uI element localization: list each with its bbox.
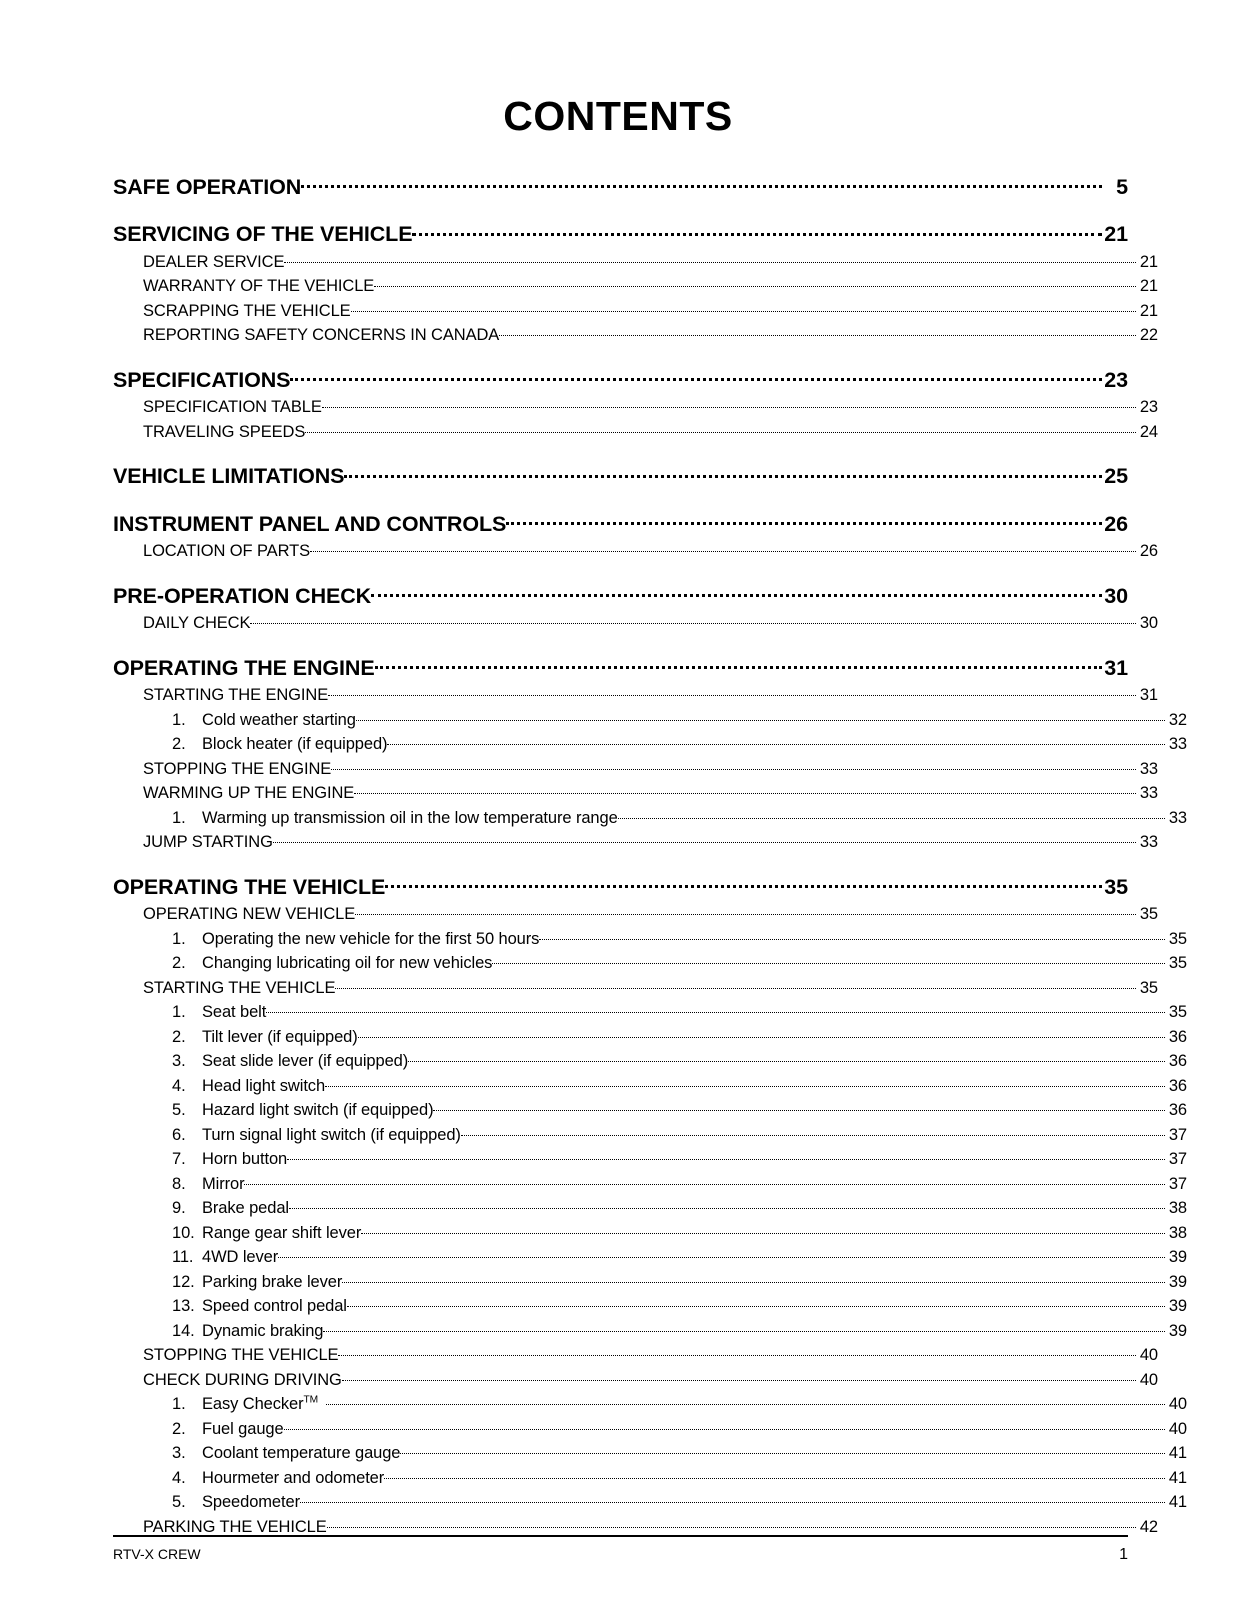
toc-entry-label: Tilt lever (if equipped): [202, 1027, 358, 1046]
dot-leader: [384, 1466, 1165, 1483]
toc-entry-level-2[interactable]: [113, 1172, 1187, 1194]
dot-leader: [374, 275, 1136, 292]
page-footer: [113, 1535, 1128, 1564]
toc-entry-label: SPECIFICATION TABLE: [143, 398, 322, 416]
toc-entry-level-2[interactable]: [113, 1148, 1187, 1170]
toc-entry-number: 1.: [172, 929, 186, 948]
dot-leader: [323, 1319, 1165, 1336]
toc-entry-level-2[interactable]: [113, 1074, 1187, 1096]
toc-entry-level-0[interactable]: [113, 509, 1128, 537]
toc-entry-label: WARRANTY OF THE VEHICLE: [143, 277, 375, 295]
toc-entry-number: 1.: [172, 808, 186, 827]
toc-entry-page-number: 42: [1139, 1517, 1158, 1536]
dot-leader: [355, 903, 1136, 920]
toc-entry-level-1[interactable]: [113, 299, 1158, 321]
dot-leader: [300, 1491, 1165, 1508]
toc-entry-label-text: Easy Checker: [202, 1395, 304, 1413]
dot-leader: [400, 1442, 1165, 1459]
toc-entry-page-number: 21: [1139, 252, 1158, 271]
toc-entry-label: OPERATING THE VEHICLE: [113, 874, 386, 899]
dot-leader: [290, 365, 1102, 387]
toc-entry-level-2[interactable]: [113, 1417, 1187, 1439]
toc-entry-label: Turn signal light switch (if equipped): [202, 1125, 461, 1144]
toc-entry-level-0[interactable]: [113, 172, 1128, 200]
dot-leader: [301, 172, 1102, 194]
toc-entry-label: Mirror: [202, 1174, 245, 1193]
dot-leader: [338, 1344, 1136, 1361]
toc-entry-level-1[interactable]: [113, 275, 1158, 297]
toc-entry-page-number: 39: [1168, 1321, 1187, 1340]
footer-divider: [113, 1535, 1128, 1537]
dot-leader: [244, 1172, 1165, 1189]
dot-leader: [284, 250, 1136, 267]
toc-entry-number: 8.: [172, 1174, 186, 1193]
toc-entry-page-number: 33: [1139, 759, 1158, 778]
toc-entry-level-2[interactable]: [113, 733, 1187, 755]
dot-leader: [342, 1270, 1165, 1287]
dot-leader: [284, 1417, 1165, 1434]
footer-model-label: RTV-X CREW: [113, 1546, 201, 1562]
toc-entry-page-number: 40: [1139, 1346, 1158, 1364]
dot-leader: [305, 420, 1136, 437]
toc-entry-page-number: 22: [1139, 326, 1158, 344]
dot-leader: [433, 1099, 1165, 1116]
toc-entry-label: OPERATING THE ENGINE: [113, 655, 375, 680]
toc-entry-level-1[interactable]: [113, 396, 1158, 418]
toc-entry-number: 3.: [172, 1052, 186, 1070]
toc-entry-label: SERVICING OF THE VEHICLE: [113, 222, 413, 246]
toc-entry-level-1[interactable]: [113, 324, 1158, 346]
toc-entry-page-number: 37: [1168, 1150, 1187, 1168]
toc-entry-label: Brake pedal: [202, 1199, 289, 1217]
toc-entry-level-0[interactable]: [113, 653, 1128, 681]
toc-entry-level-2[interactable]: [113, 1025, 1187, 1047]
toc-entry-page-number: 23: [1139, 398, 1158, 416]
toc-entry-page-number: 41: [1168, 1468, 1187, 1487]
dot-leader: [408, 1050, 1165, 1067]
toc-entry-level-1[interactable]: [113, 684, 1158, 706]
toc-entry-page-number: 36: [1168, 1101, 1187, 1119]
dot-leader: [328, 684, 1136, 701]
toc-entry-page-number: 25: [1104, 464, 1128, 488]
toc-entry-page-number: 26: [1104, 511, 1128, 536]
toc-entry-label: VEHICLE LIMITATIONS: [113, 464, 345, 488]
toc-entry-label: Operating the new vehicle for the first 50 hours: [202, 929, 540, 948]
dot-leader: [539, 927, 1165, 944]
toc-entry-label: STOPPING THE VEHICLE: [143, 1346, 339, 1364]
toc-entry-label: Range gear shift lever: [202, 1223, 362, 1242]
toc-entry-level-2[interactable]: [113, 1050, 1187, 1072]
dot-leader: [344, 462, 1102, 484]
dot-leader: [351, 299, 1136, 316]
toc-entry-label: Coolant temperature gauge: [202, 1444, 401, 1462]
toc-entry-level-2[interactable]: [113, 927, 1187, 949]
toc-entry-number: 3.: [172, 1444, 186, 1462]
toc-entry-level-2[interactable]: [113, 952, 1187, 974]
toc-entry-number: 10.: [172, 1223, 195, 1242]
toc-entry-level-2[interactable]: [113, 708, 1187, 730]
toc-entry-page-number: 23: [1104, 367, 1128, 392]
toc-entry-page-number: 39: [1168, 1272, 1187, 1291]
toc-entry-label: STOPPING THE ENGINE: [143, 759, 332, 778]
dot-leader: [354, 782, 1136, 799]
toc-entry-level-1[interactable]: [113, 976, 1158, 998]
toc-entry-label: LOCATION OF PARTS: [143, 542, 310, 560]
dot-leader: [375, 653, 1102, 675]
toc-entry-page-number: 40: [1168, 1419, 1187, 1438]
table-of-contents: [113, 172, 1187, 1537]
toc-entry-page-number: 21: [1139, 277, 1158, 295]
toc-entry-level-1[interactable]: [113, 757, 1158, 779]
toc-entry-label: DEALER SERVICE: [143, 252, 285, 271]
toc-entry-label: SPECIFICATIONS: [113, 367, 291, 392]
toc-entry-level-1[interactable]: [113, 612, 1158, 634]
toc-entry-page-number: 35: [1104, 874, 1128, 899]
dot-leader: [506, 509, 1102, 531]
toc-entry-label: Parking brake lever: [202, 1272, 343, 1291]
toc-entry-level-2[interactable]: [113, 1001, 1187, 1023]
toc-entry-page-number: 33: [1168, 735, 1187, 753]
toc-entry-page-number: 35: [1168, 1003, 1187, 1021]
toc-entry-level-1[interactable]: [113, 250, 1158, 272]
toc-entry-level-0[interactable]: [113, 872, 1128, 900]
toc-entry-page-number: 36: [1168, 1076, 1187, 1095]
dot-leader: [499, 324, 1136, 341]
toc-entry-page-number: 41: [1168, 1444, 1187, 1462]
toc-entry-level-1[interactable]: [113, 1368, 1158, 1390]
dot-leader: [387, 733, 1165, 750]
dot-leader: [287, 1148, 1165, 1165]
dot-leader: [327, 1515, 1136, 1532]
toc-entry-page-number: 30: [1104, 583, 1128, 608]
toc-entry-label: Horn button: [202, 1150, 288, 1168]
dot-leader: [331, 757, 1136, 774]
toc-entry-page-number: 37: [1168, 1125, 1187, 1144]
toc-entry-level-0[interactable]: [113, 581, 1128, 609]
toc-entry-page-number: 33: [1139, 784, 1158, 802]
toc-entry-label: OPERATING NEW VEHICLE: [143, 905, 356, 923]
toc-entry-number: 2.: [172, 1027, 186, 1046]
toc-entry-label: Seat slide lever (if equipped): [202, 1052, 409, 1070]
toc-entry-number: 5.: [172, 1493, 186, 1511]
dot-leader: [289, 1197, 1165, 1214]
toc-entry-number: 2.: [172, 735, 186, 753]
toc-entry-page-number: 36: [1168, 1052, 1187, 1070]
toc-entry-label: WARMING UP THE ENGINE: [143, 784, 355, 802]
page-title: CONTENTS: [503, 93, 733, 139]
toc-entry-page-number: 21: [1104, 222, 1128, 246]
dot-leader: [371, 581, 1102, 603]
toc-entry-number: 6.: [172, 1125, 186, 1144]
toc-entry-level-1[interactable]: [113, 1344, 1158, 1366]
toc-entry-label: Hazard light switch (if equipped): [202, 1101, 434, 1119]
trademark-superscript: TM: [303, 1394, 319, 1406]
toc-entry-label: PRE-OPERATION CHECK: [113, 583, 372, 608]
toc-entry-label: Speedometer: [202, 1493, 300, 1511]
toc-entry-page-number: 5: [1116, 174, 1128, 199]
toc-entry-label: Changing lubricating oil for new vehicles: [202, 954, 493, 972]
toc-entry-page-number: 40: [1139, 1370, 1158, 1389]
toc-entry-level-2[interactable]: [113, 1099, 1187, 1121]
toc-entry-page-number: 41: [1168, 1493, 1187, 1511]
toc-entry-level-1[interactable]: [113, 420, 1158, 442]
toc-entry-label: REPORTING SAFETY CONCERNS IN CANADA: [143, 326, 500, 344]
toc-entry-label: SAFE OPERATION: [113, 174, 302, 199]
toc-entry-page-number: 35: [1139, 978, 1158, 997]
toc-entry-page-number: 35: [1139, 905, 1158, 923]
dot-leader: [273, 831, 1136, 848]
toc-entry-number: 5.: [172, 1101, 186, 1119]
toc-entry-label: JUMP STARTING: [143, 833, 273, 851]
toc-entry-page-number: 24: [1139, 422, 1158, 441]
toc-entry-label: Block heater (if equipped): [202, 735, 388, 753]
toc-entry-level-1[interactable]: [113, 540, 1158, 562]
toc-entry-level-2[interactable]: [113, 1491, 1187, 1513]
toc-entry-level-0[interactable]: [113, 220, 1128, 248]
toc-entry-level-2[interactable]: [113, 1221, 1187, 1243]
toc-entry-number: 4.: [172, 1076, 186, 1095]
toc-entry-level-2[interactable]: [113, 1270, 1187, 1292]
toc-entry-label: Cold weather starting: [202, 710, 356, 729]
toc-entry-label: Speed control pedal: [202, 1297, 347, 1315]
toc-entry-label: STARTING THE VEHICLE: [143, 978, 336, 997]
toc-entry-page-number: 40: [1168, 1395, 1187, 1413]
dot-leader: [278, 1246, 1165, 1263]
dot-leader: [461, 1123, 1165, 1140]
toc-entry-page-number: 39: [1168, 1248, 1187, 1266]
toc-entry-level-2[interactable]: [113, 1197, 1187, 1219]
dot-leader: [412, 220, 1102, 242]
toc-entry-page-number: 31: [1139, 686, 1158, 704]
toc-entry-label: INSTRUMENT PANEL AND CONTROLS: [113, 511, 507, 536]
dot-leader: [361, 1221, 1165, 1238]
toc-entry-number: 13.: [172, 1297, 195, 1315]
toc-entry-number: 14.: [172, 1321, 195, 1340]
toc-entry-page-number: 33: [1139, 833, 1158, 851]
toc-entry-number: 11.: [172, 1248, 194, 1266]
toc-entry-level-2[interactable]: [113, 1442, 1187, 1464]
toc-entry-number: 2.: [172, 954, 186, 972]
dot-leader: [342, 1368, 1136, 1385]
toc-entry-page-number: 38: [1168, 1199, 1187, 1217]
toc-entry-label: Seat belt: [202, 1003, 267, 1021]
toc-entry-label: DAILY CHECK: [143, 614, 251, 632]
toc-entry-level-1[interactable]: [113, 1515, 1158, 1537]
toc-entry-label: STARTING THE ENGINE: [143, 686, 329, 704]
toc-entry-page-number: 35: [1168, 954, 1187, 972]
toc-entry-number: 2.: [172, 1419, 186, 1438]
toc-entry-level-0[interactable]: [113, 462, 1128, 490]
toc-entry-number: 7.: [172, 1150, 186, 1168]
toc-entry-label: Warming up transmission oil in the low temperature range: [202, 808, 618, 827]
toc-entry-level-2[interactable]: [113, 1466, 1187, 1488]
toc-entry-label: 4WD lever: [202, 1248, 279, 1266]
footer-page-number: 1: [1119, 1546, 1128, 1563]
dot-leader: [618, 806, 1165, 823]
toc-entry-label: SCRAPPING THE VEHICLE: [143, 301, 351, 320]
toc-entry-level-2[interactable]: [113, 1319, 1187, 1341]
toc-entry-page-number: 30: [1139, 614, 1158, 632]
dot-leader: [266, 1001, 1165, 1018]
toc-entry-label: [202, 1395, 326, 1414]
toc-entry-page-number: 26: [1139, 542, 1158, 560]
toc-entry-label: Fuel gauge: [202, 1419, 284, 1438]
toc-entry-level-0[interactable]: [113, 365, 1128, 393]
toc-entry-level-2[interactable]: [113, 1393, 1187, 1415]
toc-entry-level-2[interactable]: [113, 1123, 1187, 1145]
toc-entry-level-2[interactable]: [113, 1295, 1187, 1317]
toc-entry-page-number: 37: [1168, 1174, 1187, 1193]
toc-entry-level-1[interactable]: [113, 903, 1158, 925]
dot-leader: [335, 976, 1136, 993]
toc-entry-level-1[interactable]: [113, 831, 1158, 853]
toc-entry-number: 9.: [172, 1199, 186, 1217]
toc-entry-number: 12.: [172, 1272, 195, 1291]
toc-entry-label: Head light switch: [202, 1076, 326, 1095]
dot-leader: [347, 1295, 1165, 1312]
toc-entry-level-2[interactable]: [113, 1246, 1187, 1268]
toc-entry-level-1[interactable]: [113, 782, 1158, 804]
dot-leader: [356, 708, 1165, 725]
toc-entry-label: PARKING THE VEHICLE: [143, 1517, 327, 1536]
toc-entry-page-number: 39: [1168, 1297, 1187, 1315]
toc-entry-page-number: 32: [1168, 710, 1187, 729]
toc-entry-number: 1.: [172, 1003, 186, 1021]
toc-entry-page-number: 38: [1168, 1223, 1187, 1242]
dot-leader: [322, 396, 1136, 413]
dot-leader: [326, 1393, 1165, 1410]
dot-leader: [250, 612, 1136, 629]
toc-entry-page-number: 33: [1168, 808, 1187, 827]
toc-entry-number: 1.: [172, 710, 186, 729]
dot-leader: [325, 1074, 1165, 1091]
toc-entry-label: Dynamic braking: [202, 1321, 324, 1340]
dot-leader: [358, 1025, 1165, 1042]
toc-entry-number: 4.: [172, 1468, 186, 1487]
toc-entry-level-2[interactable]: [113, 806, 1187, 828]
toc-entry-number: 1.: [172, 1395, 186, 1413]
toc-entry-page-number: 21: [1139, 301, 1158, 320]
dot-leader: [492, 952, 1165, 969]
toc-entry-label: TRAVELING SPEEDS: [143, 422, 306, 441]
dot-leader: [310, 540, 1136, 557]
toc-entry-label: CHECK DURING DRIVING: [143, 1370, 342, 1389]
toc-entry-page-number: 31: [1104, 655, 1128, 680]
dot-leader: [385, 872, 1102, 894]
toc-entry-page-number: 36: [1168, 1027, 1187, 1046]
toc-entry-page-number: 35: [1168, 929, 1187, 948]
toc-entry-label: Hourmeter and odometer: [202, 1468, 385, 1487]
